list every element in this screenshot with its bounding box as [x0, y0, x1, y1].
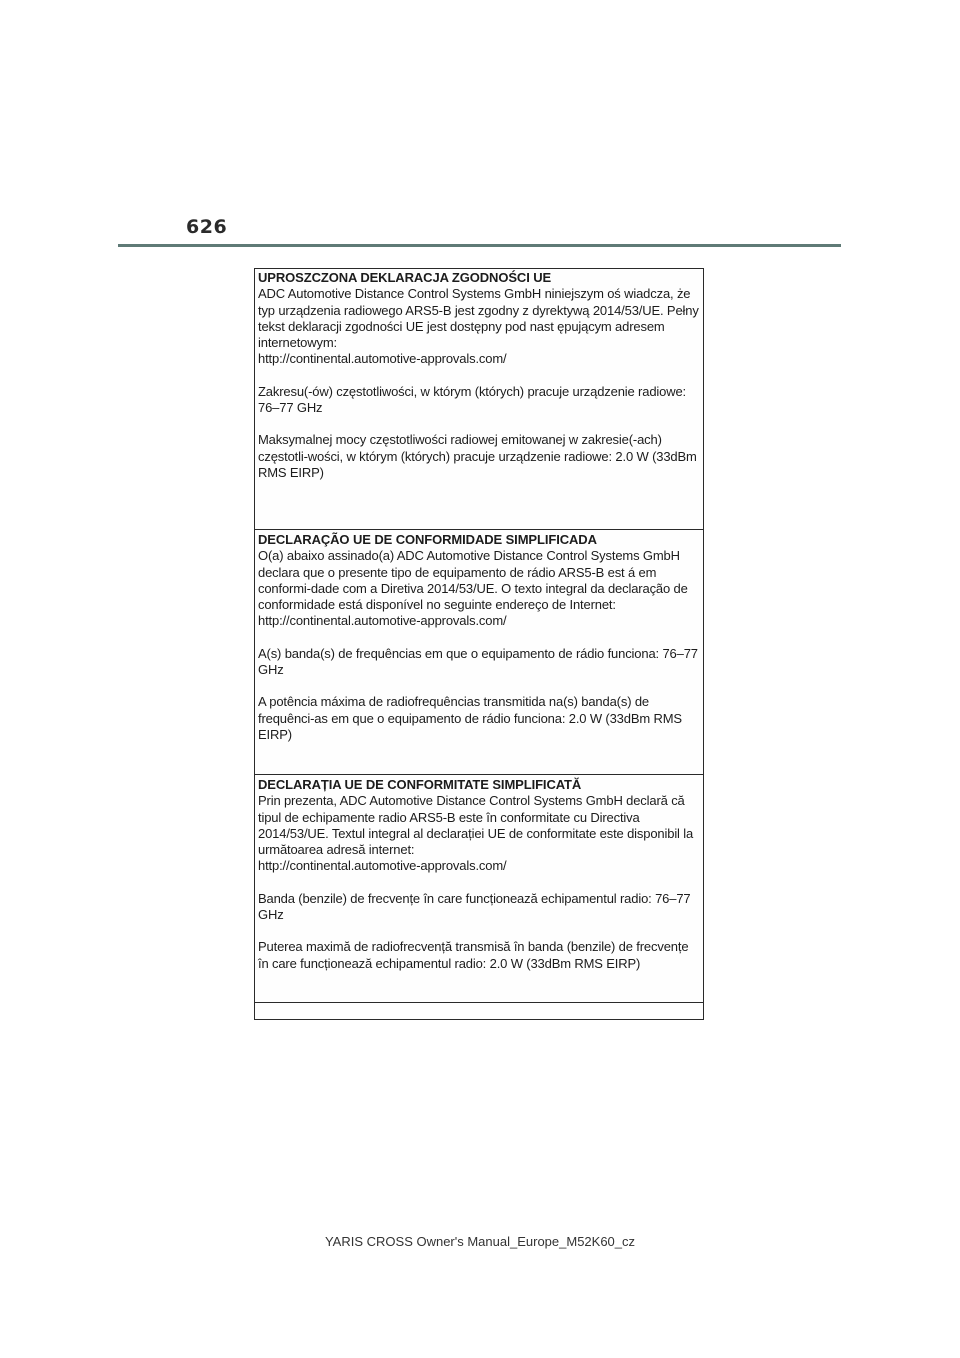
section-paragraph: A(s) banda(s) de frequências em que o equipamento de rádio funciona: 76–77 GHz: [258, 645, 698, 678]
section-url: http://continental.automotive-approvals.com/: [258, 351, 507, 367]
declaration-scan: [254, 268, 704, 1020]
section-url: http://continental.automotive-approvals.com/: [258, 858, 507, 874]
section-paragraph: ADC Automotive Distance Control Systems GmbH niniejszym oś wiadcza, że typ urządzenia radiowego ARS5-B jest zgodny z dyrektywą 2014/53/UE. Pełny tekst deklaracji zgodności UE jest dostępny pod nast ępującym adresem internetowym:: [258, 286, 699, 351]
header-rule: [118, 244, 841, 247]
section-paragraph: A potência máxima de radiofrequências transmitida na(s) banda(s) de frequênci-as em que o equipamento de rádio funciona: 2.0 W (33dBm RMS EIRP): [258, 694, 682, 742]
section-paragraph: Prin prezenta, ADC Automotive Distance Control Systems GmbH declară că tipul de echipamente radio ARS5-B este în conformitate cu Directiva 2014/53/UE. Textul integral al declarației UE de conformitate este disponibil la următoarea adresă internet:: [258, 793, 694, 858]
section-title: UPROSZCZONA DEKLARACJA ZGODNOŚCI UE: [258, 270, 552, 285]
declaration-romanian: [255, 777, 703, 972]
section-title: DECLARAÇÃO UE DE CONFORMIDADE SIMPLIFICADA: [258, 532, 597, 547]
section-paragraph: Zakresu(-ów) częstotliwości, w którym (których) pracuje urządzenie radiowe: 76–77 GHz: [258, 383, 686, 416]
section-divider: [255, 529, 703, 530]
section-paragraph: O(a) abaixo assinado(a) ADC Automotive Distance Control Systems GmbH declara que o presente tipo de equipamento de rádio ARS5-B est á em conformi-dade com a Diretiva 2014/53/UE. O texto integral da declaração de conformidade está disponível no seguinte endereço de Internet:: [258, 548, 688, 613]
section-url: http://continental.automotive-approvals.com/: [258, 613, 507, 629]
section-paragraph: Puterea maximă de radiofrecvență transmisă în banda (benzile) de frecvențe în care funcționează echipamentul radio: 2.0 W (33dBm RMS EIRP): [258, 939, 689, 971]
section-title: DECLARAȚIA UE DE CONFORMITATE SIMPLIFICATĂ: [258, 777, 582, 792]
page-footer: YARIS CROSS Owner's Manual_Europe_M52K60_cz: [324, 1234, 636, 1249]
declaration-polish: [255, 270, 703, 481]
page-number: 626: [186, 216, 228, 238]
section-paragraph: Banda (benzile) de frecvențe în care funcționează echipamentul radio: 76–77 GHz: [258, 890, 691, 923]
section-divider: [255, 774, 703, 775]
section-divider: [255, 1002, 703, 1003]
declaration-portuguese: [255, 532, 703, 743]
section-paragraph: Maksymalnej mocy częstotliwości radiowej emitowanej w zakresie(-ach) częstotli-wości, w którym (których) pracuje urządzenie radiowe: 2.0 W (33dBm RMS EIRP): [258, 432, 697, 480]
